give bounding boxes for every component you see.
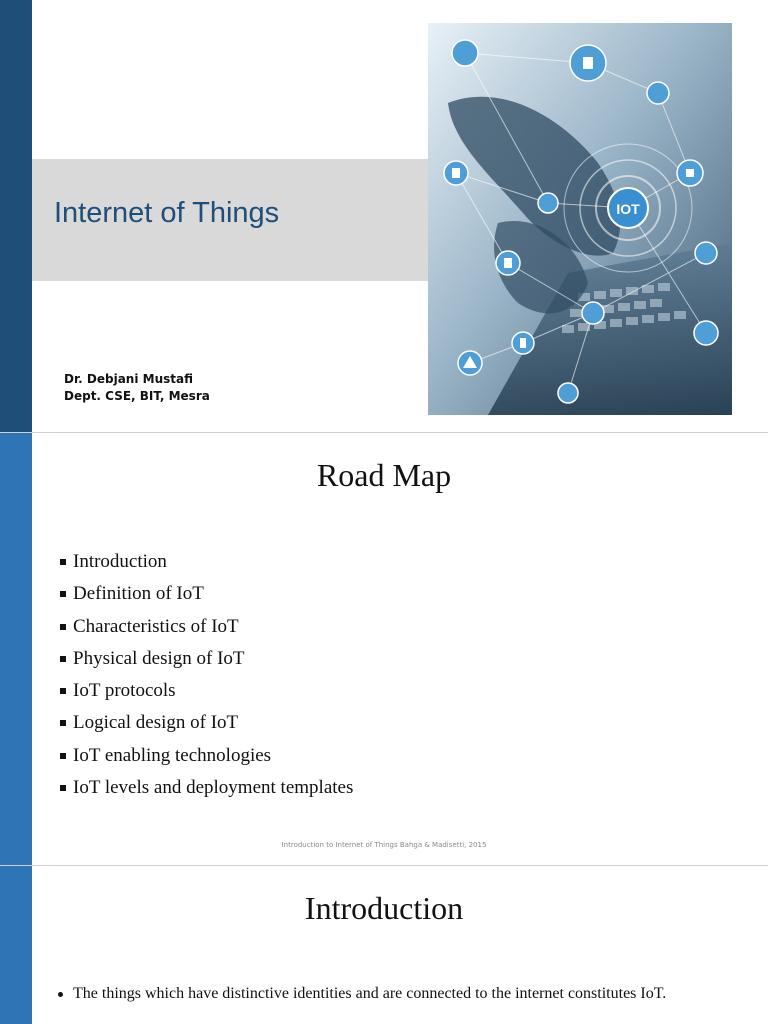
square-bullet-icon (60, 753, 66, 759)
square-bullet-icon (60, 624, 66, 630)
list-item: Definition of IoT (60, 581, 353, 613)
intro-slide (0, 866, 768, 1024)
list-item: Physical design of IoT (60, 646, 353, 678)
deck-title: Internet of Things (54, 197, 280, 229)
intro-heading: Introduction (304, 890, 464, 926)
list-item: IoT protocols (60, 678, 353, 710)
list-item: IoT levels and deployment templates (60, 775, 353, 807)
list-item: Characteristics of IoT (60, 614, 353, 646)
slide-footer: Introduction to Internet of Things Bahga & Madisetti, 2015 (281, 841, 487, 849)
hero-image (428, 23, 732, 415)
roadmap-heading: Road Map (316, 457, 452, 493)
slide-accent-bar (0, 433, 32, 865)
square-bullet-icon (60, 591, 66, 597)
bullet-dot-icon (58, 992, 63, 997)
intro-list (58, 984, 673, 1004)
square-bullet-icon (60, 720, 66, 726)
list-item: Logical design of IoT (60, 710, 353, 742)
title-slide (0, 0, 768, 432)
square-bullet-icon (60, 785, 66, 791)
list-item: Introduction (60, 549, 353, 581)
square-bullet-icon (60, 559, 66, 565)
author-affiliation: Dept. CSE, BIT, Mesra (64, 389, 210, 403)
author-block (64, 371, 210, 405)
list-item: The things which have distinctive identities and are connected to the internet constitutes IoT. (58, 984, 673, 1004)
roadmap-list (60, 549, 353, 807)
roadmap-slide (0, 433, 768, 865)
slide-accent-bar (0, 0, 32, 432)
square-bullet-icon (60, 688, 66, 694)
author-name: Dr. Debjani Mustafi (64, 372, 193, 386)
square-bullet-icon (60, 656, 66, 662)
svg-text:IOT: IOT (616, 201, 640, 217)
list-item: IoT enabling technologies (60, 743, 353, 775)
